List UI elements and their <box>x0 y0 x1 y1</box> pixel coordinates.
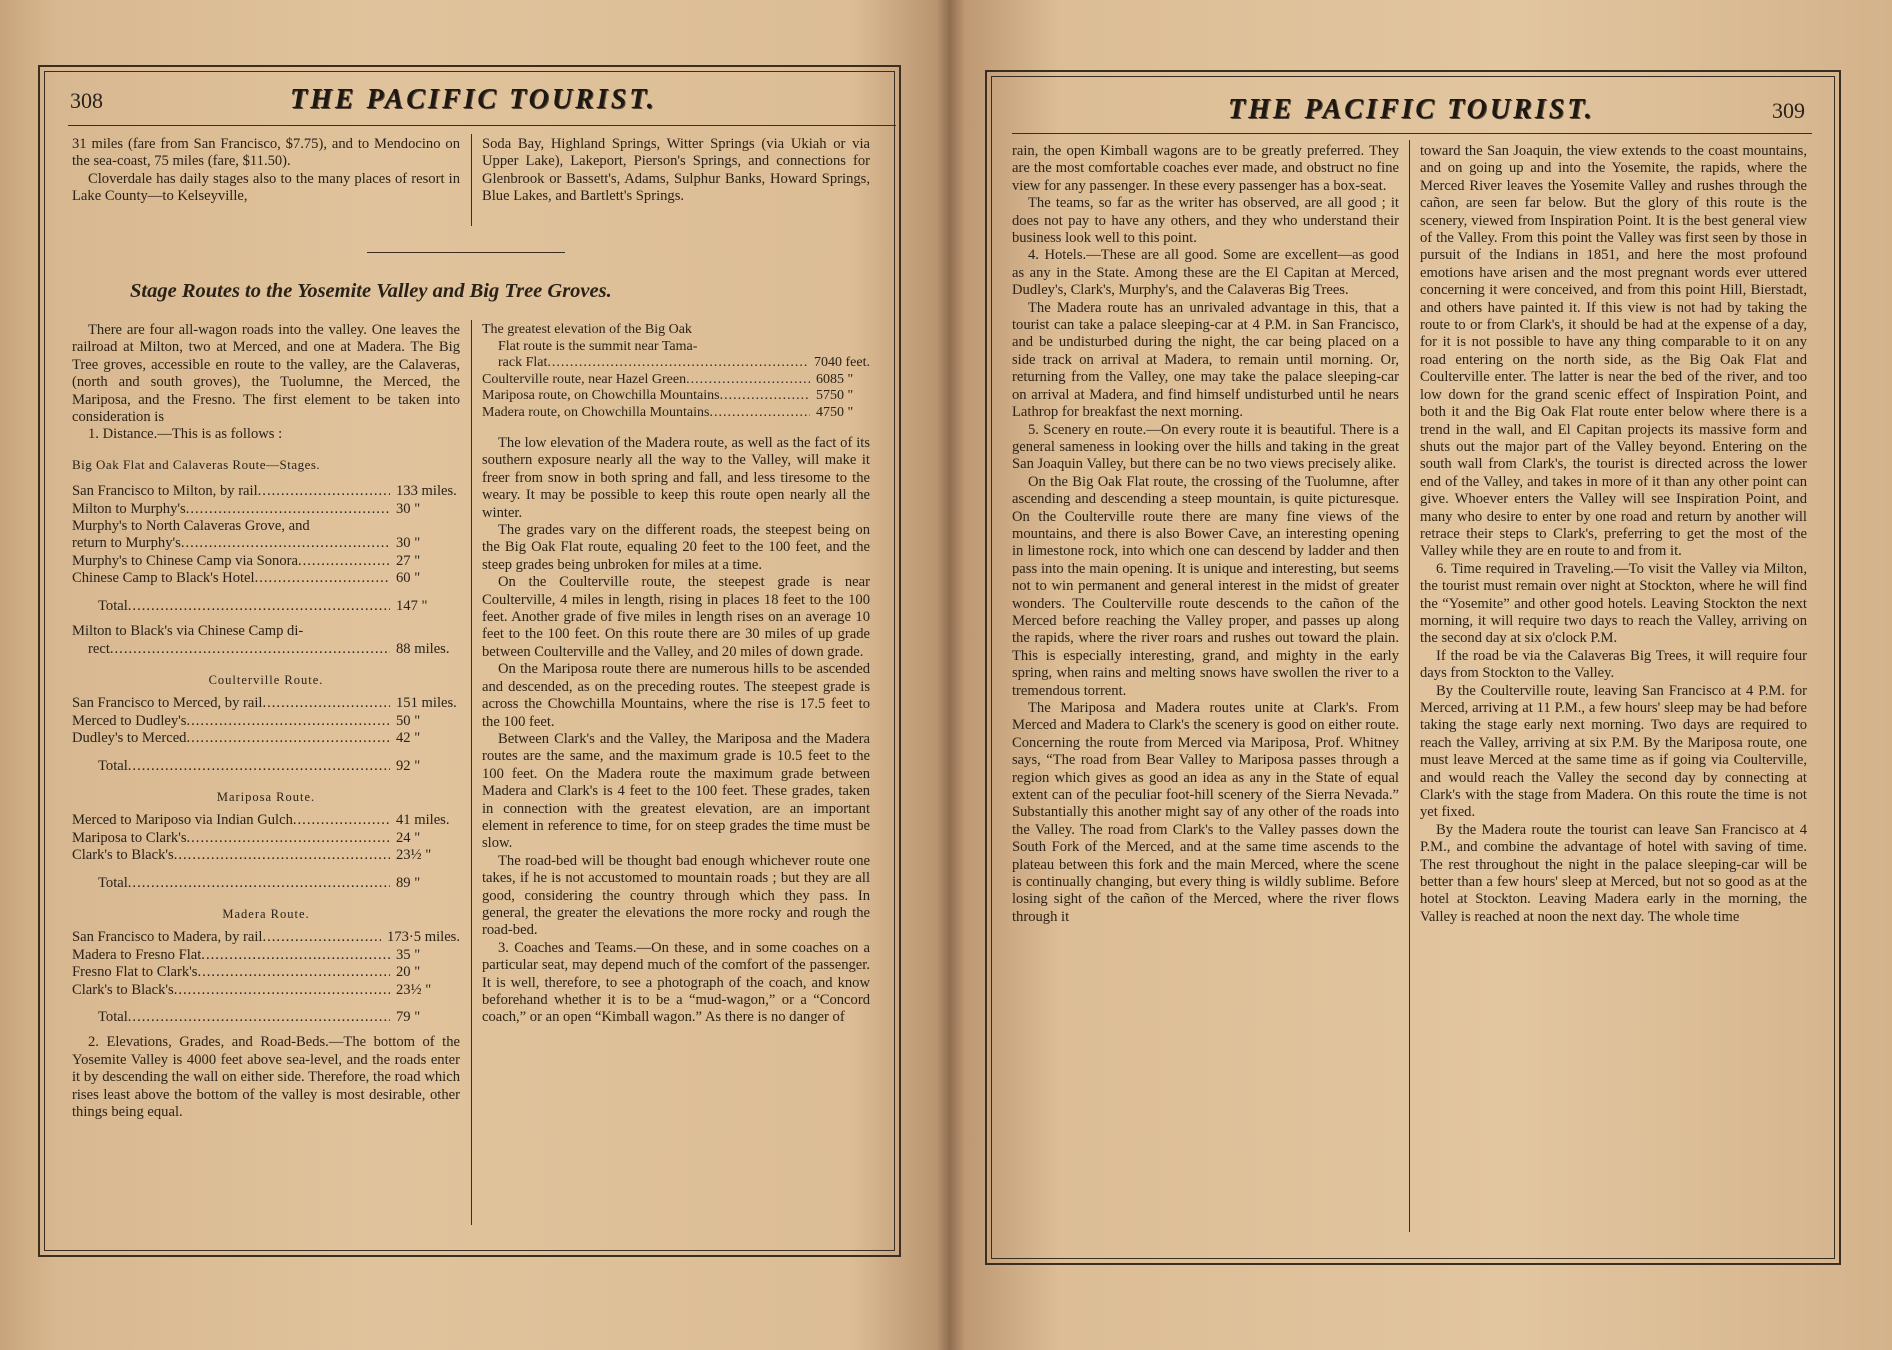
column-divider <box>471 320 472 1225</box>
distance-line: 1. Distance.—This is as follows : <box>88 426 283 443</box>
elevations-paragraph: 2. Elevations, Grades, and Road-Beds.—The bottom of the Yosemite Valley is 4000 feet above sea-level, and the roads enter it by descending the wall on either side. Therefore, the road which rises least above the bottom of the valley is most desirable, other things being equal. <box>72 1034 460 1121</box>
big-oak-heading: Big Oak Flat and Calaveras Route—Stages. <box>72 456 321 472</box>
paragraph: If the road be via the Calaveras Big Trees, it will require four days from Stockton to the Valley. <box>1420 647 1807 682</box>
table-row: San Francisco to Madera, by rail ..... 173·5 miles. <box>72 929 460 946</box>
table-row: Clark's to Black's ..... 23½ " <box>72 982 460 999</box>
table-row: Madera route, on Chowchilla Mountains ..... 4750 " <box>482 405 870 422</box>
elevation-intro: The greatest elevation of the Big Oak <box>482 322 692 337</box>
paragraph: By the Madera route the tourist can leave San Francisco at 4 P.M., and combine the advantage of hotel with saving of time. The rest throughout the night in the palace sleeping-car will be better than a few hours' sleep at Merced, but not so good as at the hotel at Stockton. Leaving Madera early in the morning, the Valley is reached at noon the next day. The whole time <box>1420 821 1807 925</box>
paragraph: The Mariposa and Madera routes unite at Clark's. From Merced and Madera to Clark's the scenery is good on either route. Concerning the route from Merced via Mariposa, Prof. Whitney says, “The road from Bear Valley to Mariposa passes through a region which gives as good an idea as any in the State of equal extent can of the peculiar foot-hill scenery of the Sierra Nevada.” Substantially this another might say of any other of the roads into the Valley. The road from Clark's to the Valley passes down the South Fork of the Merced, and at the same time ascends to the plateau between this fork and the main Merced, where the scene is continually changing, but every thing is wildly sublime. Before losing sight of the cañon of the Merced, where the river flows through it <box>1012 700 1399 925</box>
table-row: Clark's to Black's ..... 23½ " <box>72 847 460 864</box>
table-row: rect ..... 88 miles. <box>72 641 460 658</box>
coulterville-heading: Coulterville Route. <box>208 672 324 687</box>
paragraph: The low elevation of the Madera route, as well as the fact of its southern exposure nearly all the way to the Valley, will make it freer from snow in both spring and fall, and less tiresome to the weary. It may be possible to keep this route open nearly all the winter. <box>482 435 870 521</box>
table-row: Coulterville route, near Hazel Green ..... 6085 " <box>482 372 870 389</box>
section-rule <box>367 252 565 253</box>
paragraph: Between Clark's and the Valley, the Mariposa and the Madera routes are the same, and the maximum grade is 10.5 feet to the 100 feet. On the Madera route the maximum grade between Madera and Clark's is 4 feet to the 100 feet. These grades, taken in connection with the greatest elevation, are an important element in reference to time, for on steep grades the time must be slow. <box>482 730 870 852</box>
total-row: Total ..... 79 " <box>72 1009 460 1026</box>
table-row: Murphy's to North Calaveras Grove, and <box>72 518 310 535</box>
paragraph: The teams, so far as the writer has observed, are all good ; it does not pay to have any others, and they who understand their business look well to this point. <box>1012 195 1399 247</box>
column-divider <box>471 134 472 226</box>
table-row: San Francisco to Merced, by rail ..... 151 miles. <box>72 695 460 712</box>
table-row: return to Murphy's ..... 30 " <box>72 535 460 552</box>
section-title: Stage Routes to the Yosemite Valley and Big Tree Groves. <box>130 280 612 302</box>
paragraph: rain, the open Kimball wagons are to be greatly preferred. They are the most comfortable coaches ever made, and obstruct no fine view for any passenger. In these every passenger has a box-seat. <box>1012 143 1399 194</box>
coulterville-table <box>72 695 460 775</box>
paragraph: By the Coulterville route, leaving San Francisco at 4 P.M. for Merced, arriving at 11 P.M., a few hours' sleep may be had before taking the stage early next morning. Two days are required to reach the Valley, arriving at six P.M. By the Mariposa route, one must leave Merced at the same time as if going via Coulterville, and would reach the Valley the second day by connecting at Clark's with the stage from Madera. On this route the time is not yet fixed. <box>1420 682 1807 821</box>
paragraph: 5. Scenery en route.—On every route it is beautiful. There is a general sameness in looking over the hills and taking in the great San Joaquin Valley, but there can be no two views precisely alike. <box>1012 421 1399 473</box>
mariposa-table <box>72 812 460 892</box>
left-running-head: THE PACIFIC TOURIST. <box>290 84 657 115</box>
madera-table <box>72 929 460 1026</box>
table-row: San Francisco to Milton, by rail ..... 133 miles. <box>72 483 460 500</box>
left-page-number: 308 <box>70 88 103 113</box>
column-divider <box>1409 140 1410 1232</box>
table-row: Dudley's to Merced ..... 42 " <box>72 730 460 747</box>
table-row: Milton to Murphy's ..... 30 " <box>72 501 460 518</box>
table-row: Madera to Fresno Flat ..... 35 " <box>72 947 460 964</box>
table-row: Merced to Dudley's ..... 50 " <box>72 713 460 730</box>
left-top-col2 <box>482 136 870 206</box>
right-running-head: THE PACIFIC TOURIST. <box>1228 94 1595 125</box>
total-row: Total ..... 147 " <box>72 598 460 615</box>
table-row: Merced to Mariposo via Indian Gulch ..... 41 miles. <box>72 812 460 829</box>
right-col2 <box>1420 143 1807 926</box>
mariposa-heading: Mariposa Route. <box>216 789 316 804</box>
big-oak-table <box>72 483 460 615</box>
table-row: Chinese Camp to Black's Hotel ..... 60 " <box>72 570 460 587</box>
table-row: Mariposa route, on Chowchilla Mountains ..... 5750 " <box>482 388 870 405</box>
right-head-rule <box>1012 133 1812 134</box>
left-head-rule <box>68 125 896 126</box>
table-row: Mariposa to Clark's ..... 24 " <box>72 830 460 847</box>
elevation-table <box>482 322 870 421</box>
left-main-col1 <box>72 322 460 1121</box>
left-top-col1 <box>72 136 460 206</box>
paragraph: On the Coulterville route, the steepest grade is near Coulterville, 4 miles in length, rising in places 18 feet to the 100 feet. Another grade of five miles in length rises on an average 10 feet to the 100 feet. On this route there are 30 miles of up grade between Coulterville and the Valley, and 20 miles of down grade. <box>482 574 870 660</box>
total-row: Total ..... 92 " <box>72 758 460 775</box>
paragraph: 4. Hotels.—These are all good. Some are excellent—as good as any in the State. Among these are the El Capitan at Merced, Dudley's, Clark's, Murphy's, and the Calaveras Big Trees. <box>1012 247 1399 299</box>
paragraph: Soda Bay, Highland Springs, Witter Springs (via Ukiah or via Upper Lake), Lakeport, Pierson's Springs, and connections for Glenbrook or Bassett's, Adams, Sulphur Banks, Howard Springs, Blue Lakes, and Bartlett's Springs. <box>482 136 870 205</box>
paragraph: Cloverdale has daily stages also to the many places of resort in Lake County—to Kelseyville, <box>72 170 460 205</box>
madera-heading: Madera Route. <box>222 906 310 921</box>
paragraph: On the Mariposa route there are numerous hills to be ascended and descended, as on the preceding routes. The steepest grade is across the Chowchilla Mountains, where the rise is 17.5 feet to the 100 feet. <box>482 661 870 730</box>
paragraph: On the Big Oak Flat route, the crossing of the Tuolumne, after ascending and descending a steep mountain, is quite picturesque. On the Coulterville route there are many fine views of the mountains, and there is also Bower Cave, an interesting opening in limestone rock, into which one can descend by ladder and then pass into the main opening. It is unique and interesting, but seems not to win permanent and general interest in the midst of greater wonders. The Coulterville route descends to the cañon of the Merced before reaching the Valley proper, and passes up along the rapids, where the river roars and rushes out toward the plain. This is especially interesting, grand, and mighty in the early spring, when rains and melting snows have swollen the river to a tremendous torrent. <box>1012 473 1399 699</box>
paragraph: The Madera route has an unrivaled advantage in this, that a tourist can take a palace sleeping-car at 4 P.M. in San Francisco, and be undisturbed during the night, the car being placed on a side track on arrival at Madera, to remain until morning. Or, returning from the Valley, one may take the palace sleeping-car on arrival at Madera, and find himself undisturbed until he nears Lathrop for breakfast the next morning. <box>1012 299 1399 421</box>
intro-paragraph: There are four all-wagon roads into the valley. One leaves the railroad at Milton, two at Merced, and one at Madera. The Big Tree groves, accessible en route to the valley, are the Calaveras, (north and south groves), the Tuolumne, the Merced, the Mariposa, and the Fresno. The first element to be taken into consideration is <box>72 322 460 426</box>
milton-line: Milton to Black's via Chinese Camp di- <box>72 623 304 640</box>
right-page-number: 309 <box>1772 98 1805 123</box>
table-row: Murphy's to Chinese Camp via Sonora ..... 27 " <box>72 553 460 570</box>
paragraph: toward the San Joaquin, the view extends to the coast mountains, and on going up and into the Yosemite, the rapids, where the Merced River leaves the Yosemite Valley and rushes through the cañon, are seen far below. But the glory of this route is the scenery, viewed from Inspiration Point. It is the best general view of the Valley. From this point the Valley was first seen by those in pursuit of the Indians in 1851, and here the most profound emotions have arisen and the most pregnant words ever uttered concerning it were conceived, and from this point Hill, Bierstadt, and others have painted it. If this view is not had by taking the route to or from Clark's, it should be had at the expense of a day, for it is not possible to have any thing comparable to it on any road entering on the north side, as the Big Oak Flat and Coulterville enter. The latter is near the bed of the river, and too low down for the grand scenic effect of Inspiration Point, and both it and the Big Oak Flat route enter below where there is a trend in the wall, and El Capitan projects its massive form and shuts out the major part of the Valley beyond. Entering on the south wall from Clark's, the tourist is directed across the lower end of the Valley, and takes in more of it than any other point can give. Whoever enters the Valley will see Inspiration Point, and many who desire to enter by one road and return by another will retrace their steps to Clark's, preferring to get the most of the Valley while they are en route to and from it. <box>1420 143 1807 560</box>
paragraph: 3. Coaches and Teams.—On these, and in some coaches on a particular seat, may depend much of the comfort of the passenger. It is well, therefore, to see a photograph of the coach, and know beforehand whether it is to be a “mud-wagon,” or a “Concord coach,” or an open “Kimball wagon.” As there is no danger of <box>482 939 870 1026</box>
table-row: rack Flat ..... 7040 feet. <box>482 355 870 372</box>
table-row: Fresno Flat to Clark's ..... 20 " <box>72 964 460 981</box>
right-col1 <box>1012 143 1399 926</box>
paragraph: 31 miles (fare from San Francisco, $7.75), and to Mendocino on the sea-coast, 75 miles (fare, $11.50). <box>72 136 460 170</box>
paragraph: The grades vary on the different roads, the steepest being on the Big Oak Flat route, equaling 20 feet to the 100 feet, and the steep grades being unbroken for miles at a time. <box>482 522 870 573</box>
left-main-col2 <box>482 322 870 1027</box>
paragraph: The road-bed will be thought bad enough whichever route one takes, if he is not accustomed to mountain roads ; but they are all good, considering the country through which they pass. In general, the greater the elevations the more rocky and rough the road-bed. <box>482 852 870 939</box>
elevation-intro-cont: Flat route is the summit near Tama- <box>498 338 698 354</box>
total-row: Total ..... 89 " <box>72 875 460 892</box>
paragraph: 6. Time required in Traveling.—To visit the Valley via Milton, the tourist must remain over night at Stockton, where he will find the “Yosemite” and other good hotels. Leaving Stockton the next morning, it will require two days to reach the Valley, arriving on the second day at six o'clock P.M. <box>1420 560 1807 647</box>
